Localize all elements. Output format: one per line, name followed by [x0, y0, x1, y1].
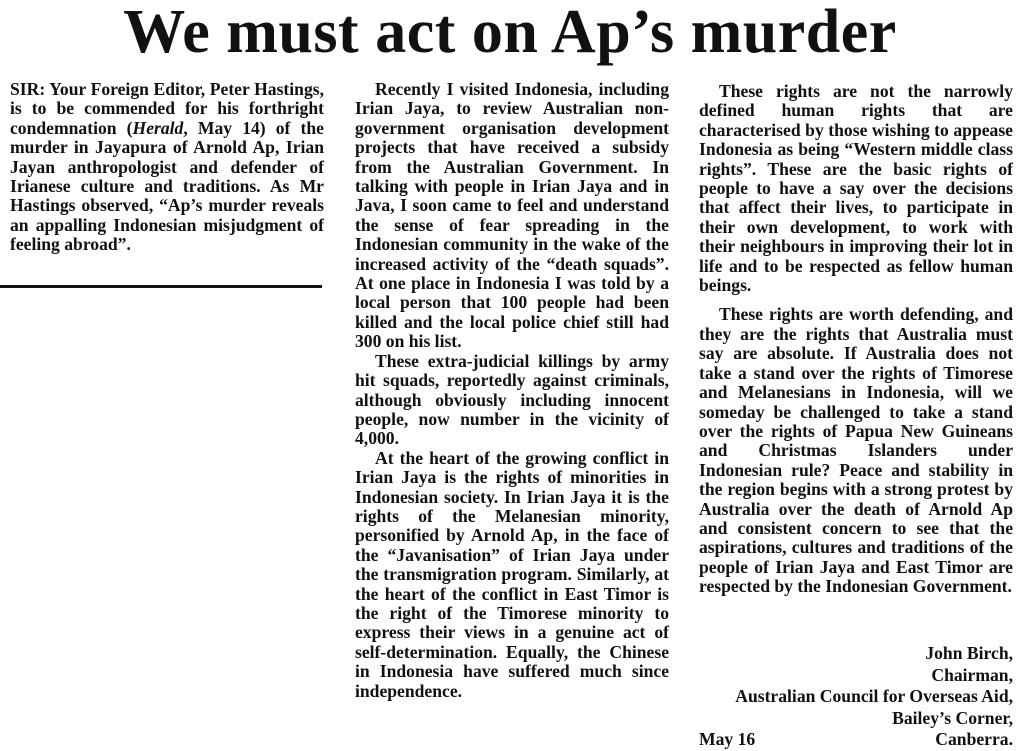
letter-column-2	[355, 80, 669, 701]
paragraph: Recently I visited Indonesia, including Irian Jaya, to review Australian non-government organisation development projects that have received a subsidy from the Australian Government. In talking with people in Irian Jaya and in Java, I soon came to feel and understand the sense of fear spreading in the Indonesian community in the wake of the increased activity of the “death squads”. At one place in Indonesia I was told by a local person that 100 people had been killed and the local police chief still had 300 on his list.	[355, 79, 669, 352]
opening-text: SIR: Your Foreign Editor, Peter Hastings, is to be commended for his forthright condemnation (	[10, 79, 324, 138]
signatory-organisation: Australian Council for Overseas Aid,	[735, 686, 1013, 706]
paragraph: These extra-judicial killings by army hit squads, reportedly against criminals, although obviously including innocent people, now number in the vicinity of 4,000.	[355, 350, 669, 449]
letter-date: May 16	[699, 729, 756, 749]
letter-column-1	[10, 80, 324, 255]
signatory-address: Bailey’s Corner,	[892, 707, 1013, 728]
opening-paragraph	[10, 80, 324, 255]
opening-text-continued: , May 14) of the murder in Jayapura of Arnold Ap, Irian Jayan anthropologist and defender of Irianese culture and traditions. As Mr Hastings observed, “Ap’s murder reveals an appalling Indonesian misjudgment of feeling abroad”.	[10, 117, 324, 255]
column-divider-rule	[0, 285, 322, 288]
signatory-title: Chairman,	[931, 664, 1013, 685]
signatory-name: John Birch,	[925, 643, 1013, 663]
headline: We must act on Ap’s murder	[123, 0, 897, 66]
paragraph: These rights are worth defending, and they are the rights that Australia must say are absolute. If Australia does not take a stand over the rights of Timorese and Melanesians in Indonesia, will we someday be challenged to take a stand over the rights of Papua New Guineans and Christmas Islanders under Indonesian rule? Peace and stability in the region begins with a strong protest by Australia over the death of Arnold Ap and consistent concern to see that the aspirations, cultures and traditions of the people of Irian Jaya and East Timor are respected by the Indonesian Government.	[699, 304, 1013, 597]
paragraph: These rights are not the narrowly defined human rights that are characterised by those wishing to appease Indonesia as being “Western middle class rights”. These are the basic rights of people to have a say over the decisions that affect their lives, to participate in their own development, to work with their neighbours in improving their lot in life and to be respected as fellow human beings.	[699, 81, 1013, 296]
signature-block	[699, 643, 1013, 751]
signatory-city: Canberra.	[935, 729, 1013, 749]
newspaper-name: Herald	[132, 117, 184, 138]
paragraph: At the heart of the growing conflict in Irian Jaya is the rights of minorities in Indonesian society. In Irian Jaya it is the rights of the Melanesian minority, personified by Arnold Ap, in the face of the “Javanisation” of Irian Jaya under the transmigration program. Similarly, at the heart of the conflict in East Timor is the right of the Timorese minority to express their views in a genuine act of self-determination. Equally, the Chinese in Indonesia have suffered much since independence.	[355, 447, 669, 701]
letter-column-3	[699, 82, 1013, 597]
